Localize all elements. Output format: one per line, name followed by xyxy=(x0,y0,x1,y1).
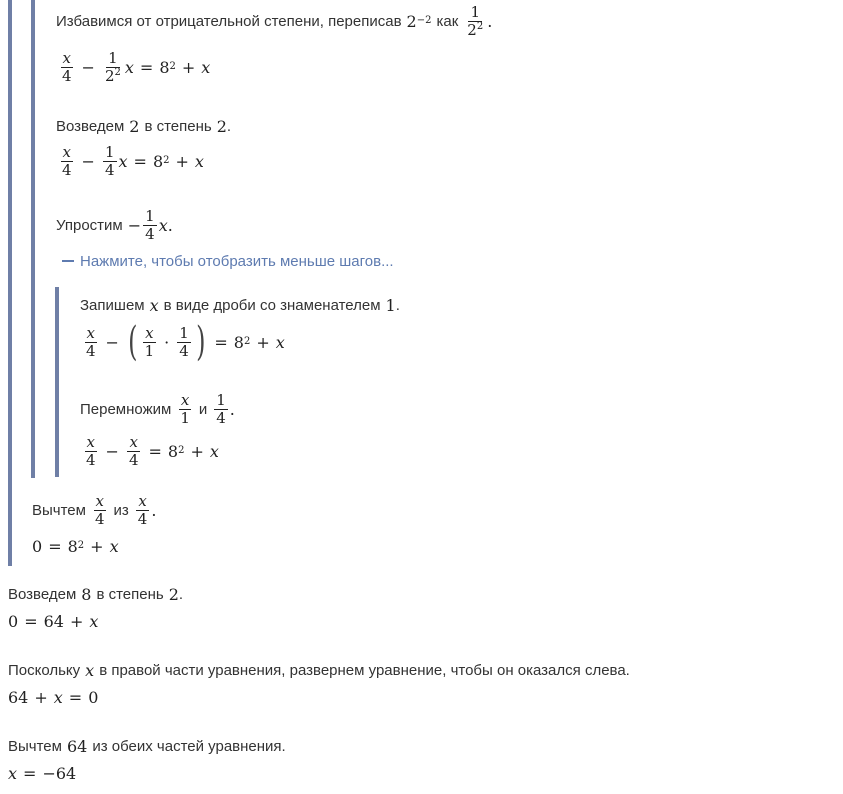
nested-step-bar xyxy=(55,287,59,477)
toggle-fewer-steps-link[interactable] xyxy=(62,251,394,271)
step-text-flip-equation: Поскольку x в правой части уравнения, развернем уравнение, чтобы он оказался слева. xyxy=(8,660,630,680)
math-inline: $\frac{1}{2^2}$ . xyxy=(467,3,493,39)
step-text-subtract-fraction: Вычтем $\frac{x}{4}$ из $\frac{x}{4}$ . xyxy=(32,492,157,528)
equation-5: $\frac{x}{4}$ − $\frac{x}{4}$ = 8 2 + x xyxy=(86,433,219,469)
step-text-raise-power: Возведем 2 в степень 2 . xyxy=(56,116,232,136)
inner-step-bar xyxy=(31,0,35,478)
step-text-multiply: Перемножим $\frac{x}{1}$ и $\frac{1}{4}$ . xyxy=(80,391,235,427)
step-label: как xyxy=(436,12,459,30)
minus-icon xyxy=(62,260,74,262)
equation-4: $\frac{x}{4}$ − ( $\frac{x}{1}$ · $\frac{1}{4}$ ) = 8 2 + x xyxy=(86,319,285,365)
step-label: Избавимся от отрицательной степени, переписав xyxy=(56,12,402,30)
step-text-raise-eight: Возведем 8 в степень 2 . xyxy=(8,584,184,604)
step-text-negative-exponent xyxy=(56,4,492,38)
equation-6: 0 = 8 2 + x xyxy=(32,536,119,556)
step-text-simplify: Упростим − $\frac{1}{4}$ x . xyxy=(56,207,173,243)
toggle-fewer-steps-label[interactable]: Нажмите, чтобы отобразить меньше шагов... xyxy=(80,252,394,270)
outer-step-bar xyxy=(8,0,12,566)
step-text-subtract-64: Вычтем 64 из обеих частей уравнения. xyxy=(8,736,286,756)
equation-1: $\frac{x}{4}$ − $\frac{1}{2^2}$ x = 8 2 + x xyxy=(62,49,211,85)
final-answer: x = −64 xyxy=(8,763,77,783)
equation-7: 0 = 64 + x xyxy=(8,611,99,631)
equation-8: 64 + x = 0 xyxy=(8,687,99,707)
math-inline: 2 −2 xyxy=(406,11,432,31)
equation-2: $\frac{x}{4}$ − $\frac{1}{4}$ x = 8 2 + x xyxy=(62,143,204,179)
step-text-write-fraction: Запишем x в виде дроби со знаменателем 1 . xyxy=(80,295,400,315)
